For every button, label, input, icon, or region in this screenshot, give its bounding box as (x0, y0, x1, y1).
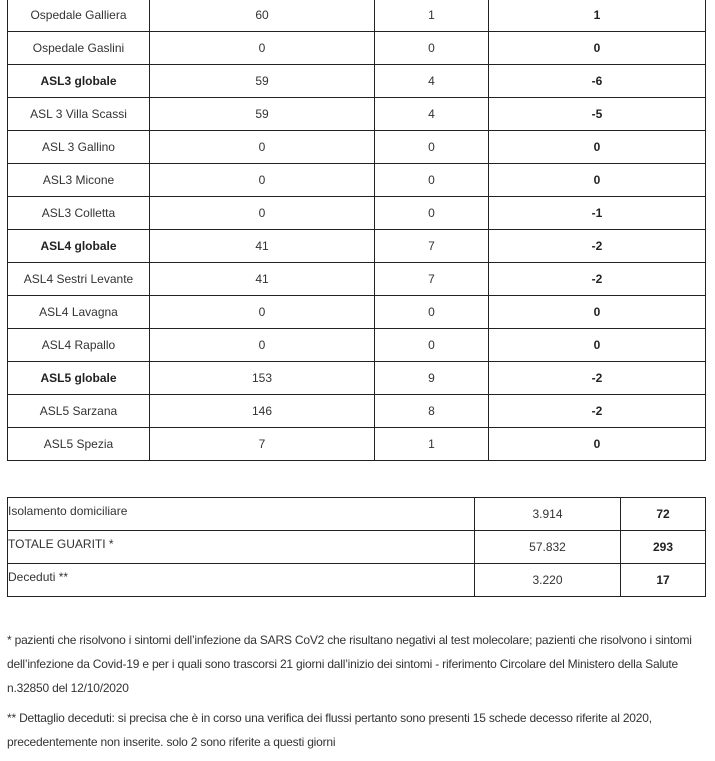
facility-name: Ospedale Gaslini (8, 32, 150, 65)
table-row (8, 164, 706, 197)
facility-name: ASL 3 Gallino (8, 131, 150, 164)
value-cell: 41 (150, 263, 375, 296)
summary-label: Isolamento domiciliare (8, 498, 475, 531)
value-cell: 0 (489, 32, 706, 65)
summary-label: Deceduti ** (8, 564, 475, 597)
facility-name: ASL3 Colletta (8, 197, 150, 230)
facility-name: ASL5 globale (8, 362, 150, 395)
value-cell: -2 (489, 230, 706, 263)
facility-name: ASL3 Micone (8, 164, 150, 197)
summary-total: 3.914 (475, 498, 621, 531)
value-cell: 9 (375, 362, 489, 395)
table-row (8, 98, 706, 131)
value-cell: 7 (375, 263, 489, 296)
value-cell: 59 (150, 98, 375, 131)
value-cell: 7 (375, 230, 489, 263)
facility-name: ASL4 globale (8, 230, 150, 263)
value-cell: 0 (489, 131, 706, 164)
value-cell: 0 (375, 197, 489, 230)
facility-name: ASL5 Sarzana (8, 395, 150, 428)
table-row (8, 0, 706, 32)
facility-name: ASL4 Rapallo (8, 329, 150, 362)
value-cell: -2 (489, 263, 706, 296)
table-row (8, 362, 706, 395)
footnote-guariti: * pazienti che risolvono i sintomi dell’infezione da SARS CoV2 che risultano negativi al test molecolare; pazienti che risolvono i sintomi dell’infezione da Covid-19 e per i quali sono trascorsi 21 giorni dall’inizio dei sintomi - riferimento Circolare del Ministero della Salute n.32850 del 12/10/2020 (7, 633, 692, 695)
value-cell: 146 (150, 395, 375, 428)
table-row (8, 32, 706, 65)
table-row (8, 65, 706, 98)
table-row (8, 263, 706, 296)
summary-row (8, 564, 706, 597)
value-cell: 0 (150, 32, 375, 65)
summary-label: TOTALE GUARITI * (8, 531, 475, 564)
table-row (8, 230, 706, 263)
value-cell: -5 (489, 98, 706, 131)
summary-total: 3.220 (475, 564, 621, 597)
facility-name: ASL4 Lavagna (8, 296, 150, 329)
footnote-deceduti: ** Dettaglio deceduti: si precisa che è in corso una verifica dei flussi pertanto sono presenti 15 schede decesso riferite al 2020, precedentemente non inserite. solo 2 sono riferite a questi giorni (7, 711, 652, 749)
value-cell: -2 (489, 395, 706, 428)
table-row (8, 395, 706, 428)
value-cell: 1 (375, 428, 489, 461)
summary-table (7, 497, 706, 597)
value-cell: 8 (375, 395, 489, 428)
table-row (8, 428, 706, 461)
value-cell: 0 (489, 296, 706, 329)
value-cell: 0 (150, 131, 375, 164)
value-cell: 4 (375, 65, 489, 98)
value-cell: 0 (489, 428, 706, 461)
footnotes (7, 628, 713, 760)
value-cell: 0 (489, 329, 706, 362)
value-cell: 0 (150, 197, 375, 230)
value-cell: 4 (375, 98, 489, 131)
facility-name: Ospedale Galliera (8, 0, 150, 32)
table-row (8, 296, 706, 329)
value-cell: 60 (150, 0, 375, 32)
table-row (8, 329, 706, 362)
value-cell: 0 (375, 296, 489, 329)
facility-name: ASL5 Spezia (8, 428, 150, 461)
value-cell: -2 (489, 362, 706, 395)
value-cell: 0 (150, 296, 375, 329)
facility-name: ASL 3 Villa Scassi (8, 98, 150, 131)
value-cell: 0 (375, 32, 489, 65)
facility-name: ASL3 globale (8, 65, 150, 98)
value-cell: 0 (375, 131, 489, 164)
value-cell: 153 (150, 362, 375, 395)
value-cell: -6 (489, 65, 706, 98)
value-cell: 0 (375, 164, 489, 197)
value-cell: 0 (489, 164, 706, 197)
value-cell: 41 (150, 230, 375, 263)
hospital-table (7, 0, 706, 461)
value-cell: 1 (375, 0, 489, 32)
value-cell: 7 (150, 428, 375, 461)
table-row (8, 197, 706, 230)
summary-row (8, 498, 706, 531)
facility-name: ASL4 Sestri Levante (8, 263, 150, 296)
summary-total: 57.832 (475, 531, 621, 564)
summary-delta: 293 (621, 531, 706, 564)
value-cell: 0 (375, 329, 489, 362)
summary-row (8, 531, 706, 564)
summary-delta: 72 (621, 498, 706, 531)
summary-delta: 17 (621, 564, 706, 597)
value-cell: 0 (150, 329, 375, 362)
table-row (8, 131, 706, 164)
value-cell: 1 (489, 0, 706, 32)
value-cell: -1 (489, 197, 706, 230)
value-cell: 0 (150, 164, 375, 197)
value-cell: 59 (150, 65, 375, 98)
